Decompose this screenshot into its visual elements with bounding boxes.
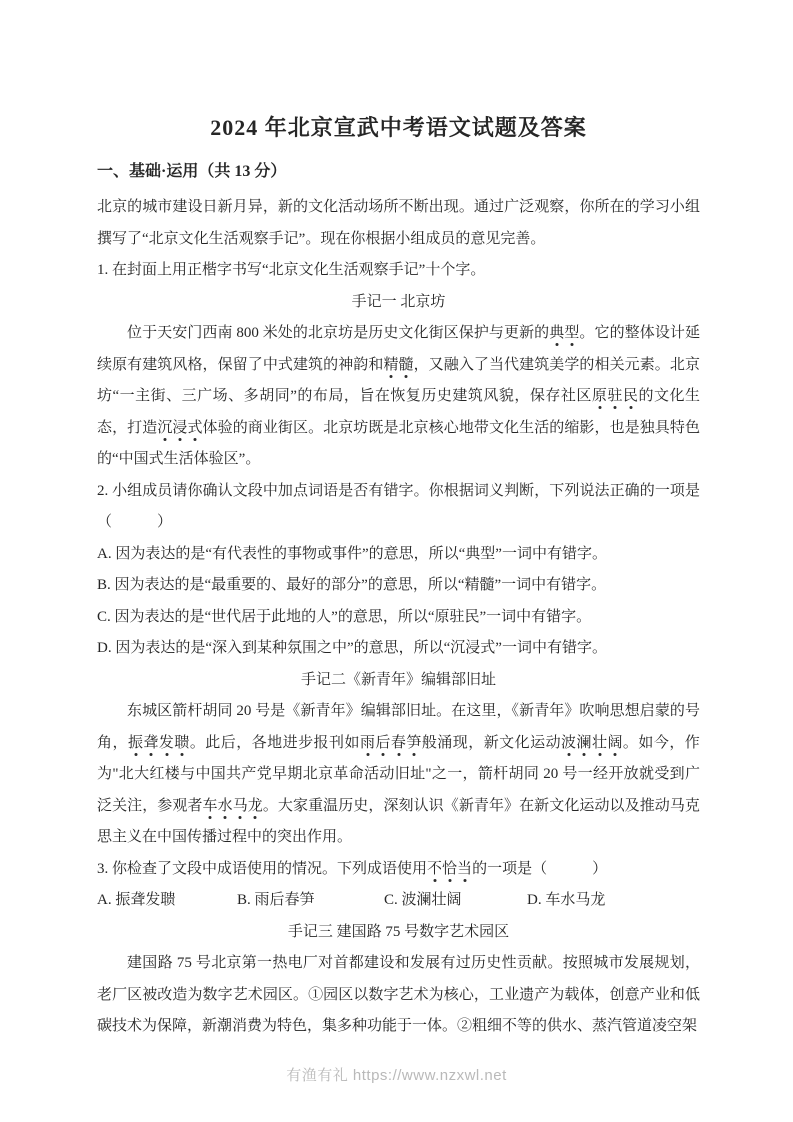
intro-paragraph: 北京的城市建设日新月异，新的文化活动场所不断出现。通过广泛观察，你所在的学习小组撰写了“北京文化生活观察手记”。现在你根据小组成员的意见完善。: [97, 199, 700, 247]
emphasized-char: 车: [202, 797, 218, 814]
note2-paragraph: 东城区箭杆胡同 20 号是《新青年》编辑部旧址。在这里，《新青年》吹响思想启蒙的号角，振聋发聩。此后，各地进步报刊如雨后春笋般涌现，新文化运动波澜壮阔。如今，作为"北大红楼与中国共产党早期北京革命活动旧址"之一，箭杆胡同 20 号一经开放就受到广泛关注，参观者车水马龙。大家重温历史，深刻认识《新青年》在新文化运动以及推动马克思主义在中国传播过程中的突出作用。: [97, 703, 700, 845]
question-2: 2. 小组成员请你确认文段中加点词语是否有错字。你根据词义判断，下列说法正确的一项是（ ）: [97, 482, 700, 530]
watermark-footer: 有渔有礼 https://www.nzxwl.net: [286, 1067, 507, 1084]
emphasized-char: 后: [375, 734, 391, 751]
emphasized-char: 恰: [442, 860, 458, 877]
emphasized-char: 驻: [607, 388, 623, 404]
question-2-option-b: B. 因为表达的是“最重要的、最好的部分”的意思，所以“精髓”一词中有错字。: [97, 577, 607, 593]
emphasized-char: 发: [158, 734, 175, 751]
section-heading: 一、基础·运用（共 13 分）: [97, 163, 287, 180]
note2-title: 手记二《新青年》编辑部旧址: [300, 671, 496, 688]
emphasized-char: 原: [591, 388, 608, 404]
emphasized-char: 典: [549, 325, 565, 341]
emphasized-char: 式: [187, 419, 203, 436]
emphasized-char: 澜: [576, 734, 592, 751]
document-blocks: [97, 192, 700, 1043]
question-3-options: [97, 885, 700, 917]
emphasized-char: 聋: [143, 734, 159, 751]
emphasized-char: 春: [390, 734, 407, 751]
question-2-option-d: D. 因为表达的是“深入到某种氛围之中”的意思，所以“沉浸式”一词中有错字。: [97, 640, 607, 656]
emphasized-char: 壮: [591, 734, 608, 751]
emphasized-char: 沉: [157, 419, 173, 436]
question-3: 3. 你检查了文段中成语使用的情况。下列成语使用不恰当的一项是（ ）: [97, 860, 608, 877]
document-page: [97, 0, 700, 1043]
option-item: D. 车水马龙: [527, 892, 606, 908]
emphasized-char: 聩: [174, 734, 190, 751]
emphasized-char: 马: [232, 797, 248, 814]
emphasized-char: 型: [564, 325, 580, 341]
emphasized-char: 髓: [398, 356, 414, 373]
emphasized-char: 浸: [172, 419, 188, 436]
emphasized-char: 民: [622, 388, 639, 404]
emphasized-char: 振: [127, 734, 144, 751]
emphasized-char: 笋: [406, 734, 422, 751]
option-item: C. 波澜壮阔: [384, 892, 462, 908]
emphasized-char: 雨: [359, 734, 376, 751]
emphasized-char: 龙: [247, 797, 263, 814]
emphasized-char: 精: [383, 356, 399, 373]
question-2-option-a: A. 因为表达的是“有代表性的事物或事件”的意思，所以“典型”一词中有错字。: [97, 545, 607, 562]
emphasized-char: 不: [427, 860, 443, 877]
emphasized-char: 阔: [607, 734, 623, 751]
page-title: 2024 年北京宣武中考语文试题及答案: [210, 115, 587, 140]
emphasized-char: 当: [457, 860, 473, 877]
question-1: 1. 在封面上用正楷字书写“北京文化生活观察手记”十个字。: [97, 262, 486, 278]
question-2-option-c: C. 因为表达的是“世代居于此地的人”的意思，所以“原驻民”一词中有错字。: [97, 608, 592, 625]
note1-title: 手记一 北京坊: [351, 293, 446, 310]
emphasized-char: 波: [561, 734, 577, 751]
note3-title: 手记三 建国路 75 号数字艺术园区: [287, 923, 510, 940]
note3-paragraph: 建国路 75 号北京第一热电厂对首都建设和发展有过历史性贡献。按照城市发展规划，老厂区被改造为数字艺术园区。①园区以数字艺术为核心，工业遗产为载体，创意产业和低碳技术为保障，新潮消费为特色，集多种功能于一体。②粗细不等的供水、蒸汽管道凌空架: [97, 955, 700, 1034]
option-item: B. 雨后春笋: [237, 892, 315, 908]
emphasized-char: 水: [217, 797, 233, 814]
option-item: A. 振聋发聩: [97, 892, 176, 908]
note1-paragraph: 位于天安门西南 800 米处的北京坊是历史文化街区保护与更新的典型。它的整体设计延续原有建筑风格，保留了中式建筑的神韵和精髓，又融入了当代建筑美学的相关元素。北京坊“一主街、三广场、多胡同”的布局，旨在恢复历史建筑风貌，保存社区原驻民的文化生态，打造沉浸式体验的商业街区。北京坊既是北京核心地带文化生活的缩影，也是独具特色的“中国式生活体验区”。: [97, 325, 700, 467]
